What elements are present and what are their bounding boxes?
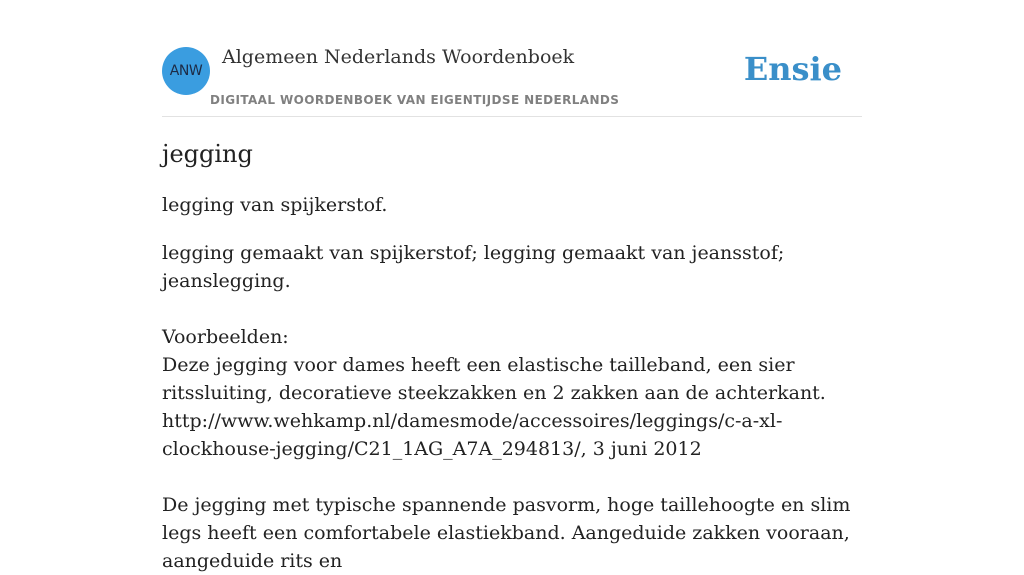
- entry-body: [162, 239, 867, 575]
- header: [162, 0, 862, 117]
- headword: jegging: [162, 140, 253, 168]
- definition: legging gemaakt van spijkerstof; legging gemaakt van jeansstof; jeanslegging.: [162, 242, 785, 292]
- example-text: Deze jegging voor dames heeft een elastische tailleband, een sier ritssluiting, decoratieve steekzakken en 2 zakken aan de achterkant.: [162, 354, 826, 404]
- examples-label: Voorbeelden:: [162, 326, 289, 348]
- site-title[interactable]: Algemeen Nederlands Woordenboek: [222, 46, 575, 68]
- site-subtitle: DIGITAAL WOORDENBOEK VAN EIGENTIJDSE NEDERLANDS: [210, 93, 620, 107]
- anw-logo[interactable]: ANW: [162, 47, 210, 95]
- short-definition: legging van spijkerstof.: [162, 194, 388, 216]
- ensie-brand-link[interactable]: Ensie: [743, 50, 842, 88]
- page: [162, 0, 862, 572]
- example-text: De jegging met typische spannende pasvorm, hoge taillehoogte en slim legs heeft een comfortabele elastiekband. Aangeduide zakken vooraan, aangeduide rits en: [162, 494, 851, 572]
- example-source: http://www.wehkamp.nl/damesmode/accessoires/leggings/c-a-xl-clockhouse-jegging/C21_1AG_A7A_294813/, 3 juni 2012: [162, 410, 783, 460]
